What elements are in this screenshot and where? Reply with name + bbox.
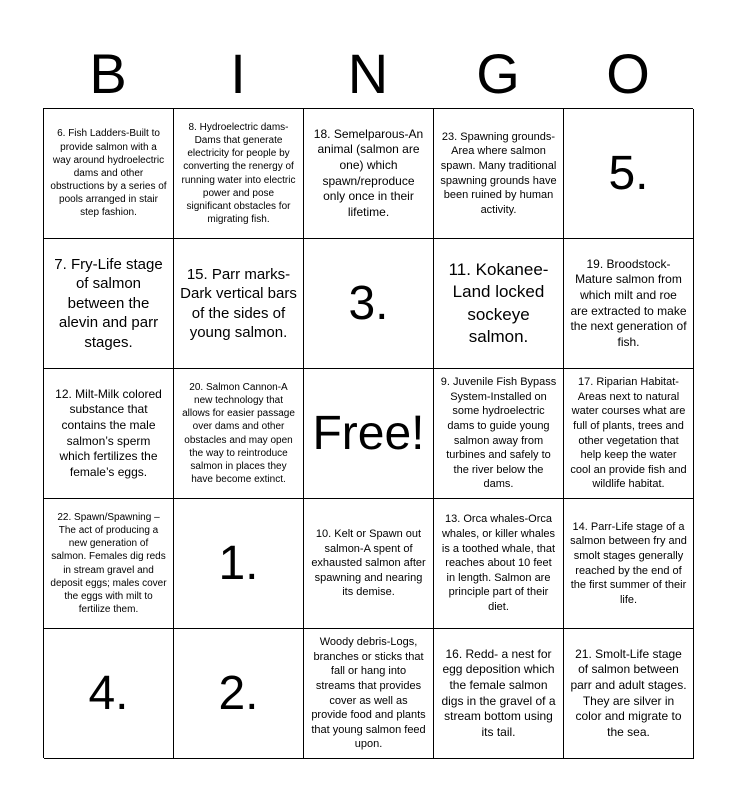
bingo-cell[interactable]: 2. xyxy=(174,629,304,759)
bingo-cell[interactable]: 23. Spawning grounds-Area where salmon spawn. Many traditional spawning grounds have been ruined by human activity. xyxy=(434,109,564,239)
bingo-cell[interactable]: 3. xyxy=(304,239,434,369)
header-letter-g: G xyxy=(476,42,520,105)
bingo-cell[interactable]: 20. Salmon Cannon-A new technology that allows for easier passage over dams and other obstacles and may open the way to reintroduce salmon in places they have become extinct. xyxy=(174,369,304,499)
header-letter-b: B xyxy=(89,42,127,105)
bingo-cell[interactable]: Woody debris-Logs, branches or sticks that fall or hang into streams that provides cover as well as provide food and plants that young salmon feed upon. xyxy=(304,629,434,759)
bingo-cell[interactable]: 9. Juvenile Fish Bypass System-Installed on some hydroelectric dams to guide young salmon away from turbines and safely to the river below the dams. xyxy=(434,369,564,499)
bingo-header xyxy=(43,40,693,108)
header-letter-i: I xyxy=(230,42,246,105)
bingo-cell[interactable]: 6. Fish Ladders-Built to provide salmon with a way around hydroelectric dams and other obstructions by a series of pools arranged in stair step fashion. xyxy=(44,109,174,239)
bingo-cell[interactable]: 11. Kokanee-Land locked sockeye salmon. xyxy=(434,239,564,369)
bingo-cell[interactable]: 10. Kelt or Spawn out salmon-A spent of exhausted salmon after spawning and nearing its demise. xyxy=(304,499,434,629)
bingo-cell[interactable]: 18. Semelparous-An animal (salmon are one) which spawn/reproduce only once in their lifetime. xyxy=(304,109,434,239)
bingo-cell[interactable]: 5. xyxy=(564,109,694,239)
bingo-cell[interactable]: 17. Riparian Habitat-Areas next to natural water courses what are full of plants, trees and other vegetation that help keep the water cool an provide fish and wildlife habitat. xyxy=(564,369,694,499)
header-letter-n: N xyxy=(347,42,389,105)
bingo-cell[interactable]: 16. Redd- a nest for egg deposition which the female salmon digs in the gravel of a stream bottom using its tail. xyxy=(434,629,564,759)
bingo-cell[interactable]: 8. Hydroelectric dams-Dams that generate electricity for people by converting the renergy of running water into electric power and pose significant obstacles for migrating fish. xyxy=(174,109,304,239)
bingo-cell[interactable]: 13. Orca whales-Orca whales, or killer whales is a toothed whale, that reaches about 10 feet in length. Salmon are principle part of their diet. xyxy=(434,499,564,629)
bingo-cell[interactable]: 1. xyxy=(174,499,304,629)
bingo-cell[interactable]: 19. Broodstock-Mature salmon from which milt and roe are extracted to make the next generation of fish. xyxy=(564,239,694,369)
free-cell[interactable]: Free! xyxy=(304,369,434,499)
bingo-cell[interactable]: 15. Parr marks-Dark vertical bars of the sides of young salmon. xyxy=(174,239,304,369)
bingo-cell[interactable]: 14. Parr-Life stage of a salmon between fry and smolt stages generally reached by the end of the first summer of their life. xyxy=(564,499,694,629)
header-letter-o: O xyxy=(606,42,650,105)
bingo-cell[interactable]: 4. xyxy=(44,629,174,759)
bingo-cell[interactable]: 12. Milt-Milk colored substance that contains the male salmon’s sperm which fertilizes the female’s eggs. xyxy=(44,369,174,499)
bingo-cell[interactable]: 21. Smolt-Life stage of salmon between parr and adult stages. They are silver in color and migrate to the sea. xyxy=(564,629,694,759)
bingo-cell[interactable]: 22. Spawn/Spawning – The act of producing a new generation of salmon. Females dig reds in stream gravel and deposit eggs; males cover the eggs with milt to fertilize them. xyxy=(44,499,174,629)
bingo-cell[interactable]: 7. Fry-Life stage of salmon between the alevin and parr stages. xyxy=(44,239,174,369)
bingo-grid xyxy=(43,108,693,758)
